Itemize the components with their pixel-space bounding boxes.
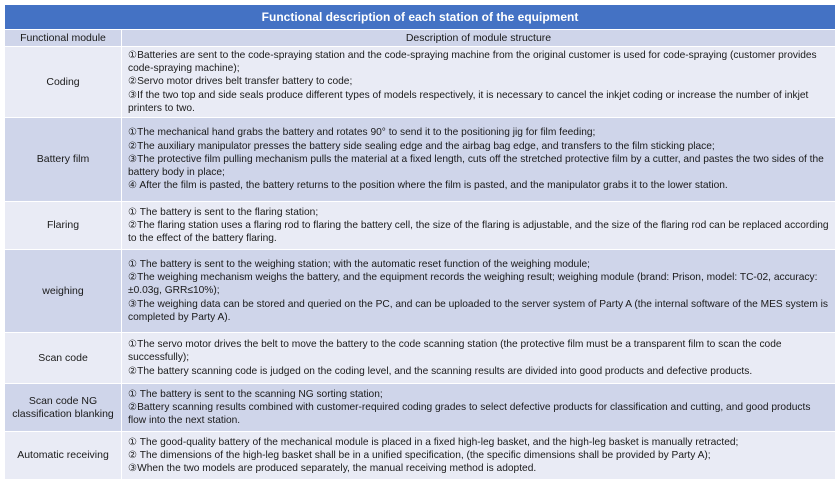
table-row-automatic-receiving (5, 432, 836, 480)
description-line: ②The flaring station uses a flaring rod to flaring the battery cell, the size of the flaring is adjustable, and the size of the flaring rod can be replaced according to the effect of the battery flaring. (128, 219, 829, 245)
table-row-scan-code-ng (5, 384, 836, 432)
module-name: Scan code NG classification blanking (5, 384, 122, 432)
module-name: weighing (5, 250, 122, 333)
description-line: ①The servo motor drives the belt to move the battery to the code scanning station (the protective film must be a transparent film to scan the code successfully); (128, 339, 782, 364)
header-functional-module: Functional module (5, 30, 122, 47)
header-module-description: Description of module structure (122, 30, 836, 47)
description-line: ②The weighing mechanism weighs the battery, and the equipment records the weighing result; weighing module (brand: Prison, model: TC-02, accuracy: ±0.03g, GRR≤10%); (128, 272, 818, 297)
module-description (122, 118, 836, 202)
module-description (122, 47, 836, 118)
description-line: ③The protective film pulling mechanism pulls the material at a fixed length, cuts off the stretched protective film by a cutter, and pastes the two sides of the battery body in place; (128, 153, 824, 179)
module-description (122, 202, 836, 250)
station-description-table (4, 4, 836, 480)
description-line: ③When the two models are produced separately, the manual receiving method is adopted. (128, 463, 537, 475)
description-line: ②Battery scanning results combined with customer-required coding grades to select defective products for classification and cutting, and good products flow into the next station. (128, 401, 811, 427)
description-line: ③If the two top and side seals produce different types of models respectively, it is necessary to cancel the inkjet coding or increase the number of inkjet printers to two. (128, 89, 809, 114)
module-name: Coding (5, 47, 122, 118)
description-line: ① The battery is sent to the weighing station; with the automatic reset function of the weighing module; (128, 258, 590, 270)
module-description (122, 333, 836, 384)
table-row-weighing (5, 250, 836, 333)
description-line: ④ After the film is pasted, the battery returns to the position where the film is pasted, and the manipulator grabs it to the lower station. (128, 180, 728, 192)
description-line: ①The mechanical hand grabs the battery and rotates 90° to send it to the positioning jig for film feeding; (128, 127, 596, 139)
description-line: ① The battery is sent to the scanning NG sorting station; (128, 388, 383, 400)
description-line: ① The battery is sent to the flaring station; (128, 206, 319, 218)
description-line: ③The weighing data can be stored and queried on the PC, and can be uploaded to the server system of Party A (the internal software of the MES system is completed by Party A). (128, 298, 829, 323)
description-line: ②Servo motor drives belt transfer battery to code; (128, 76, 353, 88)
table-row-battery-film (5, 118, 836, 202)
table-row-flaring (5, 202, 836, 250)
description-line: ①Batteries are sent to the code-spraying station and the code-spraying machine from the original customer is used for code-spraying (customer provides code-spraying machine); (128, 49, 817, 75)
description-line: ② The dimensions of the high-leg basket shall be in a unified specification, (the specific dimensions shall be provided by Party A); (128, 449, 711, 461)
module-name: Scan code (5, 333, 122, 384)
description-line: ②The battery scanning code is judged on the coding level, and the scanning results are divided into good products and defective products. (128, 365, 753, 377)
header-row (5, 30, 836, 47)
module-name: Battery film (5, 118, 122, 202)
table-row-scan-code (5, 333, 836, 384)
table-title: Functional description of each station of the equipment (5, 5, 836, 30)
table-row-coding (5, 47, 836, 118)
module-description (122, 384, 836, 432)
module-name: Flaring (5, 202, 122, 250)
module-description (122, 250, 836, 333)
description-line: ① The good-quality battery of the mechanical module is placed in a fixed high-leg basket, and the high-leg basket is manually retracted; (128, 436, 739, 448)
module-name: Automatic receiving (5, 432, 122, 480)
module-description (122, 432, 836, 480)
description-line: ②The auxiliary manipulator presses the battery side sealing edge and the airbag bag edge, and transfers to the film sticking place; (128, 140, 715, 152)
